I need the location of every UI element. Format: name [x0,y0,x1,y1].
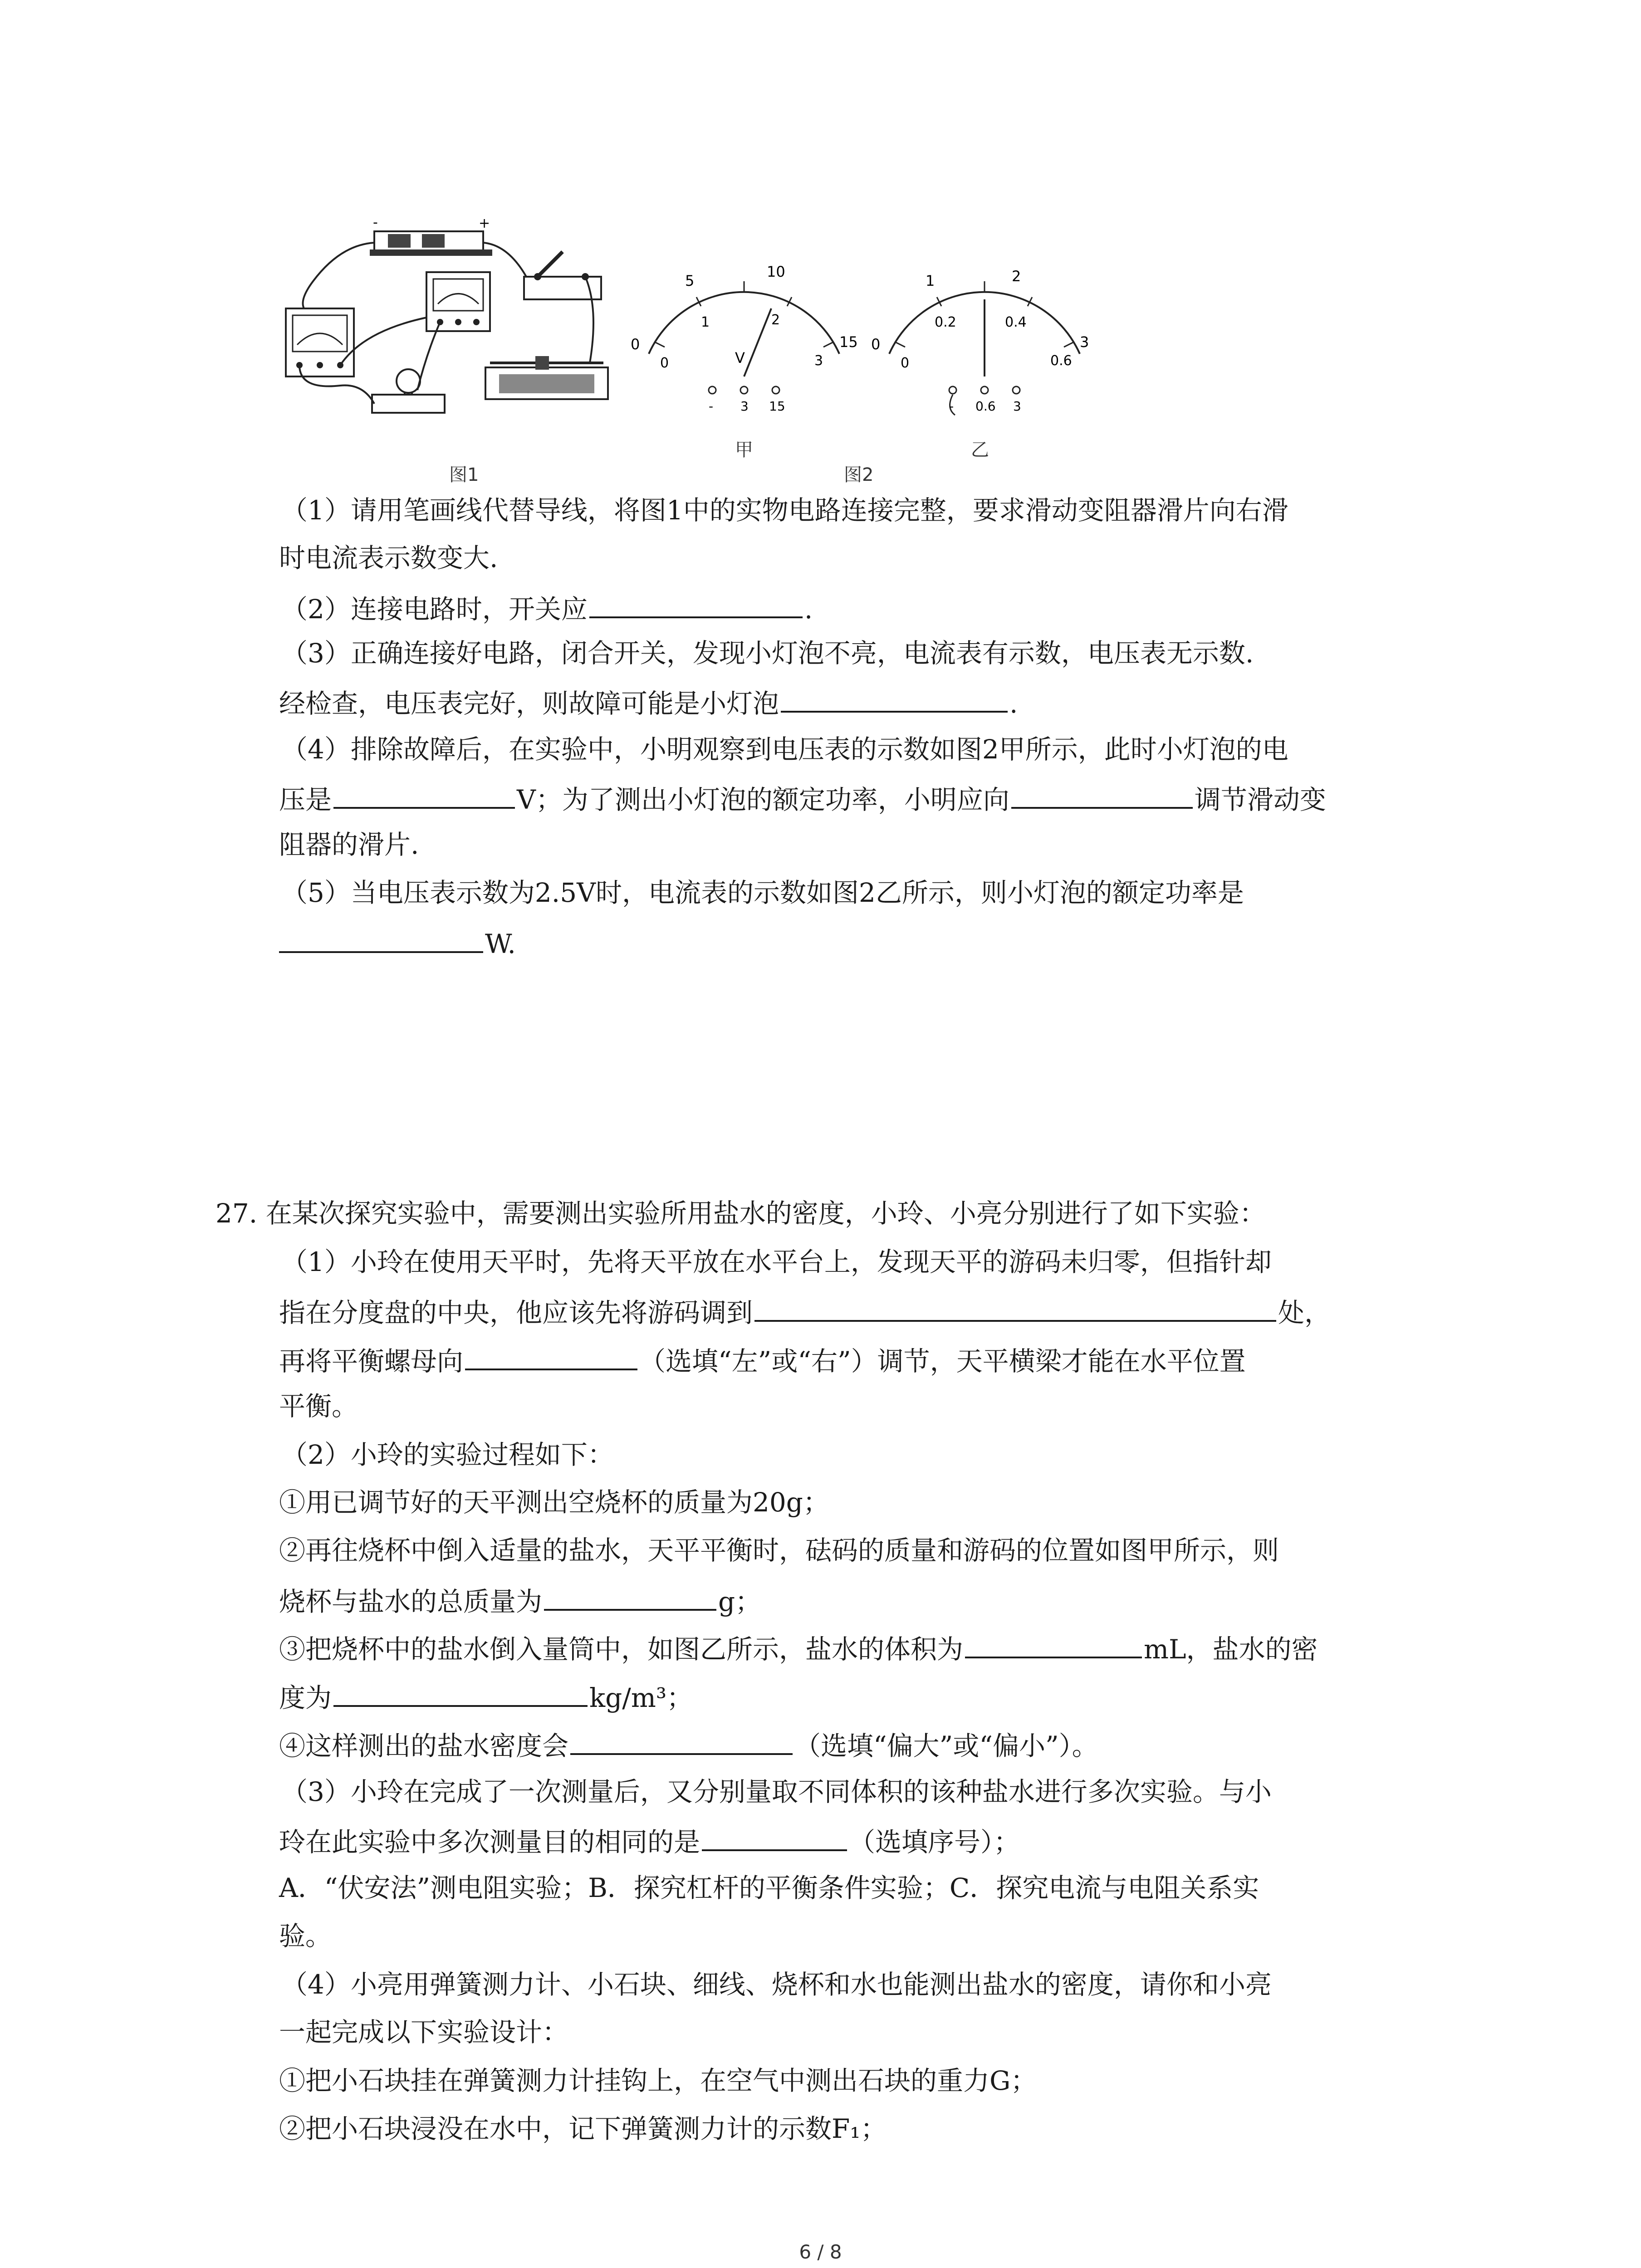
ammeter-lower-end-0: 0 [901,355,910,371]
voltmeter-upper-tick-5: 5 [685,272,695,289]
q27-step3-line1: ③把烧杯中的盐水倒入量筒中，如图乙所示，盐水的体积为 mL，盐水的密 [279,1628,1440,1667]
q26-part1-line1: （1）请用笔画线代替导线，将图1中的实物电路连接完整，要求滑动变阻器滑片向右滑 [281,495,1288,526]
q27-part4-line2: 一起完成以下实验设计： [279,2017,569,2048]
q27-part3-line2: 玲在此实验中多次测量目的相同的是 （选填序号）； [279,1821,1440,1860]
voltmeter-lower-tick-2: 2 [771,312,780,328]
ammeter-upper-tick-1: 1 [926,272,935,289]
voltmeter-needle [744,308,771,376]
q26-voltage-blank[interactable] [333,779,515,809]
q27-part2-heading: （2）小玲的实验过程如下： [281,1439,614,1470]
q27-part1-line2: 指在分度盘的中央，他应该先将游码调到 处， [279,1292,1440,1331]
q26-part1-line2: 时电流表示数变大. [279,543,498,573]
q27-part4-step1: ①把小石块挂在弹簧测力计挂钩上，在空气中测出石块的重力G； [279,2065,1037,2096]
voltmeter-terminal-minus: - [709,399,714,414]
q27-step2-line2: 烧杯与盐水的总质量为 g； [279,1581,1440,1620]
q27-part1-line1: （1）小玲在使用天平时，先将天平放在水平台上，发现天平的游码未归零，但指针却 [281,1246,1272,1277]
q27-part1-line3: 再将平衡螺母向 （选填“左”或“右”）调节，天平横梁才能在水平位置 [279,1340,1440,1379]
q27-volume-blank[interactable] [965,1628,1142,1658]
q27-step2-line1: ②再往烧杯中倒入适量的盐水，天平平衡时，砝码的质量和游码的位置如图甲所示，则 [279,1535,1279,1566]
q27-step1: ①用已调节好的天平测出空烧杯的质量为20g； [279,1487,829,1518]
battery-plus-label: + [479,218,490,231]
figure-2-jia-label: 甲 [735,440,753,460]
q27-number: 27. [216,1198,258,1229]
voltmeter-unit: V [735,349,745,367]
ammeter-lower-end-06: 0.6 [1050,353,1072,369]
q27-part3-line1: （3）小玲在完成了一次测量后，又分别量取不同体积的该种盐水进行多次实验。与小 [281,1776,1272,1807]
ammeter-upper-end-0: 0 [871,336,881,353]
q26-part3-line2: 经检查，电压表完好，则故障可能是小灯泡 . [279,683,1440,722]
figure-1-circuit [272,218,631,454]
q26-power-blank[interactable] [279,923,483,953]
battery-minus-label: - [373,218,378,230]
ammeter-terminal-06: 0.6 [975,399,996,414]
voltmeter-terminal-15: 15 [769,399,785,414]
figure-2-ammeter-dial [862,236,1107,426]
voltmeter-upper-end-15: 15 [839,333,858,351]
voltmeter-device-icon [426,272,490,331]
ammeter-lower-tick-04: 0.4 [1005,314,1027,330]
ammeter-device-icon [286,308,354,376]
voltmeter-terminal-3: 3 [740,399,749,414]
figure-1-caption: 图1 [449,464,479,485]
q26-part4-line1: （4）排除故障后，在实验中，小明观察到电压表的示数如图2甲所示，此时小灯泡的电 [281,734,1288,765]
figure-2-caption: 图2 [844,464,874,485]
voltmeter-lower-end-3: 3 [814,353,823,369]
ammeter-lower-tick-02: 0.2 [935,314,956,330]
q26-part2: （2）连接电路时，开关应 . [281,588,1443,627]
q26-part3-line1: （3）正确连接好电路，闭合开关，发现小灯泡不亮，电流表有示数，电压表无示数. [281,638,1254,669]
ammeter-terminal-minus: - [949,399,954,414]
figure-2-yi-label: 乙 [971,440,989,460]
q27-part4-line1: （4）小亮用弹簧测力计、小石块、细线、烧杯和水也能测出盐水的密度，请你和小亮 [281,1969,1272,2000]
voltmeter-upper-tick-10: 10 [767,263,785,280]
ammeter-terminal-3: 3 [1013,399,1021,414]
q27-part1-line4: 平衡。 [279,1391,358,1422]
q27-step3-line2: 度为 kg/m³； [279,1677,1440,1716]
battery-icon [370,231,492,256]
q26-switch-state-blank[interactable] [589,588,803,618]
q27-part3-options: A．“伏安法”测电阻实验；B．探究杠杆的平衡条件实验；C．探究电流与电阻关系实 [279,1872,1259,1903]
ammeter-upper-end-3: 3 [1080,333,1089,351]
voltmeter-lower-end-0: 0 [660,355,669,371]
q26-part4-line3: 阻器的滑片. [279,829,419,860]
q26-fault-blank[interactable] [781,683,1008,713]
q27-step4: ④这样测出的盐水密度会 （选填“偏大”或“偏小”）。 [279,1725,1440,1764]
q27-choice-blank[interactable] [702,1821,847,1851]
q27-part3-options-cont: 验。 [279,1921,332,1951]
q26-part5-line2: W. [279,923,1440,962]
q26-part4-line2: 压是 V；为了测出小灯泡的额定功率，小明应向 调节滑动变 [279,779,1440,818]
figure-2-voltmeter-dial [622,236,867,426]
q27-intro: 27. 在某次探究实验中，需要测出实验所用盐水的密度，小玲、小亮分别进行了如下实验： [216,1198,1266,1229]
q27-rider-position-blank[interactable] [754,1292,1276,1322]
lamp-icon [372,369,445,413]
q27-density-blank[interactable] [333,1677,588,1707]
q27-total-mass-blank[interactable] [544,1581,716,1611]
ammeter-upper-tick-2: 2 [1012,268,1021,285]
q27-nut-direction-blank[interactable] [465,1340,637,1370]
voltmeter-lower-tick-1: 1 [701,314,710,330]
q26-direction-blank[interactable] [1011,779,1193,809]
q27-part4-step2: ②把小石块浸没在水中，记下弹簧测力计的示数F₁； [279,2113,887,2144]
q27-bias-blank[interactable] [570,1725,793,1755]
q26-part5-line1: （5）当电压表示数为2.5V时，电流表的示数如图2乙所示，则小灯泡的额定功率是 [281,877,1244,908]
voltmeter-upper-end-0: 0 [631,336,640,353]
page-number: 6 / 8 [799,2241,842,2263]
